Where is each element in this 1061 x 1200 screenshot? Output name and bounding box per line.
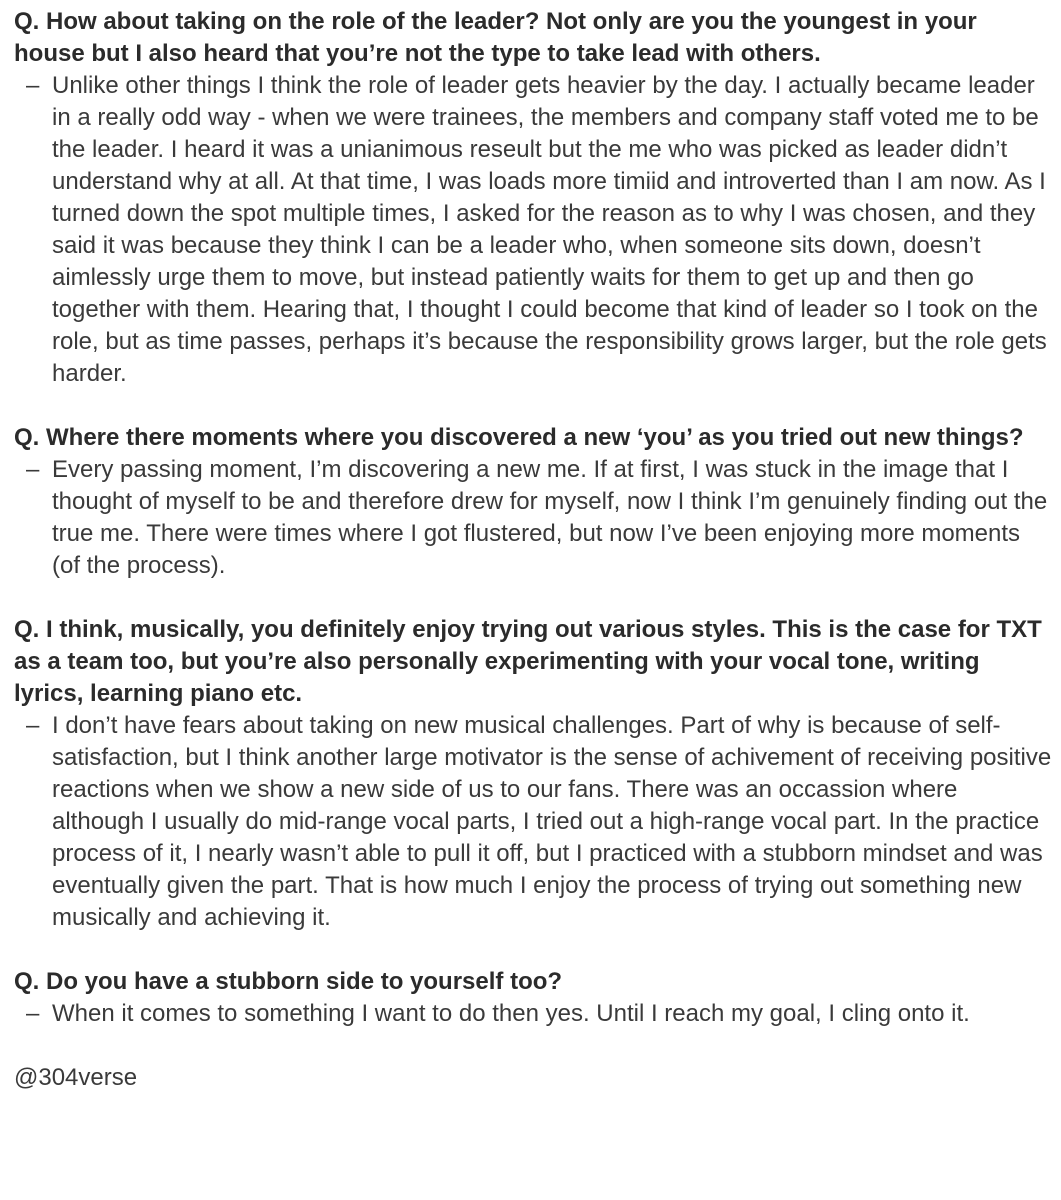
answer-text: I don’t have fears about taking on new musical challenges. Part of why is because of self-satisfaction, but I think another large motivator is the sense of achivement of receiving positive reactions when we show a new side of us to our fans. There was an occassion where although I usually do mid-range vocal parts, I tried out a high-range vocal part. In the practice process of it, I nearly wasn’t able to pull it off, but I practiced with a stubborn mindset and was eventually given the part. That is how much I enjoy the process of trying out something new musically and achieving it.: [52, 712, 1052, 931]
question-text: Q. Where there moments where you discovered a new ‘you’ as you tried out new things?: [14, 424, 1024, 451]
answer: [14, 710, 1054, 934]
dash-bullet: –: [26, 72, 40, 99]
question-text: Q. I think, musically, you definitely enjoy trying out various styles. This is the case for TXT as a team too, but you’re also personally experimenting with your vocal tone, writing lyrics, learning piano etc.: [14, 616, 1042, 707]
dash-bullet: –: [26, 456, 40, 483]
answer: [14, 454, 1054, 582]
answer-text: Every passing moment, I’m discovering a new me. If at first, I was stuck in the image that I thought of myself to be and therefore drew for myself, now I think I’m genuinely finding out the true me. There were times where I got flustered, but now I’ve been enjoying more moments (of the process).: [52, 456, 1048, 579]
interview-document: [14, 6, 1054, 1094]
answer: [14, 998, 1054, 1030]
qa-item: [14, 6, 1054, 390]
qa-item: [14, 422, 1054, 582]
dash-bullet: –: [26, 1000, 40, 1027]
qa-item: [14, 966, 1054, 1030]
credit-handle: @304verse: [14, 1064, 138, 1091]
dash-bullet: –: [26, 712, 40, 739]
answer-text: When it comes to something I want to do then yes. Until I reach my goal, I cling onto it.: [52, 1000, 970, 1027]
question-text: Q. Do you have a stubborn side to yourself too?: [14, 968, 563, 995]
question-text: Q. How about taking on the role of the leader? Not only are you the youngest in your house but I also heard that you’re not the type to take lead with others.: [14, 8, 977, 67]
answer: [14, 70, 1054, 390]
answer-text: Unlike other things I think the role of leader gets heavier by the day. I actually became leader in a really odd way - when we were trainees, the members and company staff voted me to be the leader. I heard it was a unianimous reseult but the me who was picked as leader didn’t understand why at all. At that time, I was loads more timiid and introverted than I am now. As I turned down the spot multiple times, I asked for the reason as to why I was chosen, and they said it was because they think I can be a leader who, when someone sits down, doesn’t aimlessly urge them to move, but instead patiently waits for them to get up and then go together with them. Hearing that, I thought I could become that kind of leader so I took on the role, but as time passes, perhaps it’s because the responsibility grows larger, but the role gets harder.: [52, 72, 1047, 387]
qa-item: [14, 614, 1054, 934]
